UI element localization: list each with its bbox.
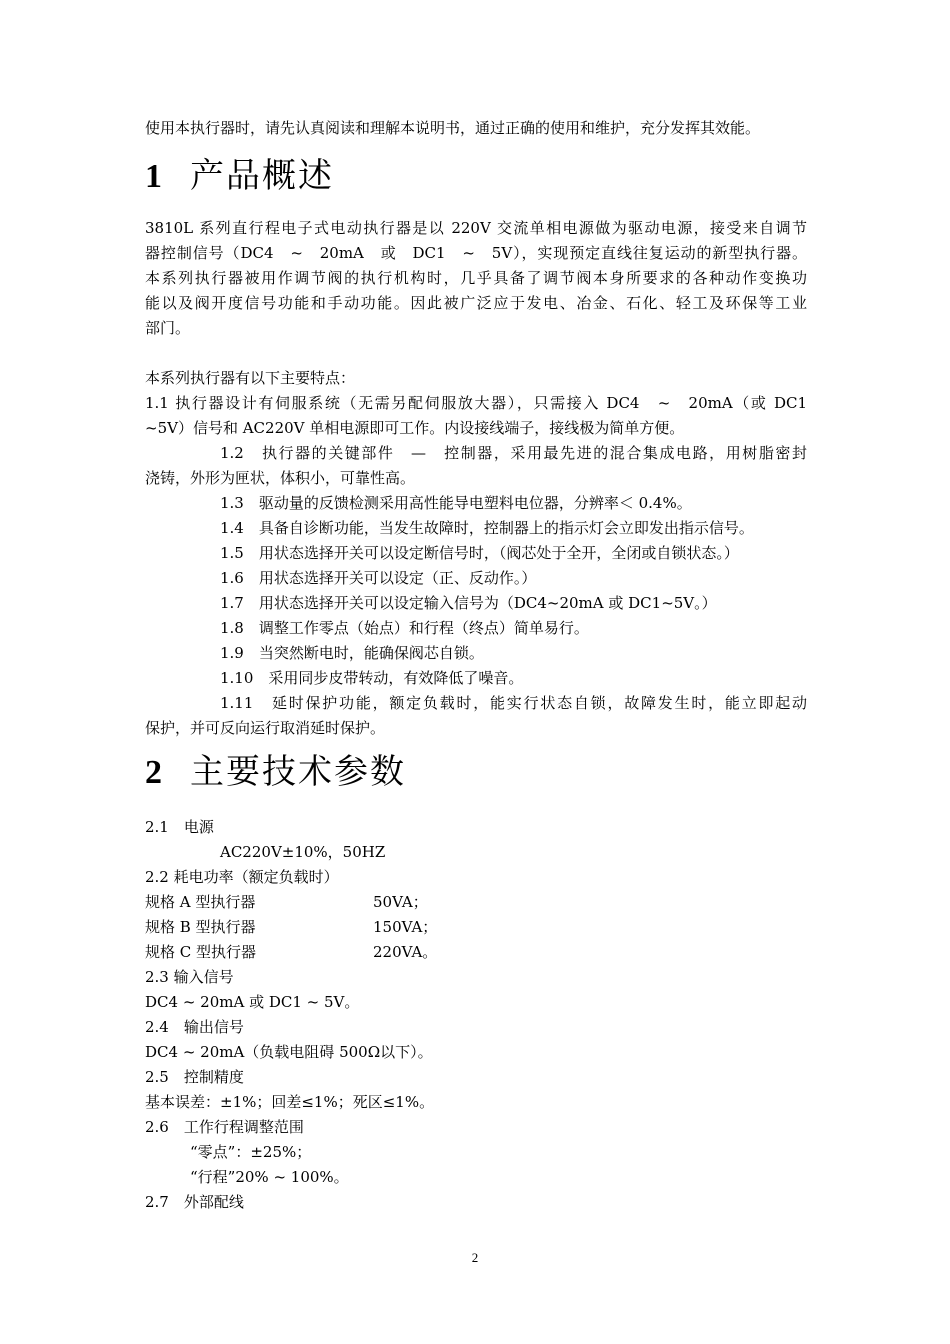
page-number: 2 [471,1250,479,1265]
spec-2-4-value: DC4 ~ 20mA（负载电阻碍 500Ω以下）。 [145,1043,433,1061]
power-spec: 规格 B 型执行器 [145,918,256,936]
section-2-number: 2 [145,754,162,791]
feature-1-1-line: 1.1 执行器设计有伺服系统（无需另配伺服放大器），只需接入 DC4 ~ 20mA（或 DC1 [145,394,807,412]
spec-2-4-heading: 2.4 输出信号 [145,1018,244,1036]
feature-1-1-line: ~5V）信号和 AC220V 单相电源即可工作。内设接线端子，接线极为简单方便。 [145,419,685,437]
feature-item: 1.3 驱动量的反馈检测采用高性能导电塑料电位器，分辨率＜ 0.4%。 [220,494,692,512]
overview-line: 器控制信号（DC4 ~ 20mA 或 DC1 ~ 5V），实现预定直线往复运动的新型执行器。 [145,244,807,262]
spec-2-5-value: 基本误差：±1%；回差≤1%；死区≤1%。 [145,1093,435,1111]
section-1-heading [145,154,334,199]
spec-2-1-heading: 2.1 电源 [145,818,214,836]
power-spec: 规格 A 型执行器 [145,893,256,911]
feature-1-2-line: 浇铸，外形为匣状，体积小，可靠性高。 [145,469,416,487]
spec-2-6-heading: 2.6 工作行程调整范围 [145,1118,304,1136]
section-2-heading [145,750,406,795]
feature-item: 1.7 用状态选择开关可以设定输入信号为（DC4~20mA 或 DC1~5V。） [220,594,717,612]
power-spec: 规格 C 型执行器 [145,943,257,961]
power-row [145,915,807,940]
spec-2-1-value: AC220V±10%，50HZ [220,843,386,861]
spec-2-5-heading: 2.5 控制精度 [145,1068,244,1086]
features-intro: 本系列执行器有以下主要特点： [145,369,356,387]
overview-line: 本系列执行器被用作调节阀的执行机构时，几乎具备了调节阀本身所要求的各种动作变换功 [145,269,807,287]
section-2-title: 主要技术参数 [190,752,406,792]
power-row [145,940,807,965]
power-row [145,890,807,915]
spec-2-3-value: DC4 ~ 20mA 或 DC1 ~ 5V。 [145,993,360,1011]
feature-item: 1.10 采用同步皮带转动，有效降低了噪音。 [220,669,524,687]
power-value: 150VA； [373,918,438,936]
section-1-title: 产品概述 [190,156,334,196]
spec-2-6-stroke: “行程”20% ~ 100%。 [190,1168,349,1186]
feature-1-11-line: 保护，并可反向运行取消延时保护。 [145,719,386,737]
feature-item: 1.8 调整工作零点（始点）和行程（终点）简单易行。 [220,619,589,637]
feature-item: 1.6 用状态选择开关可以设定（正、反动作。） [220,569,537,587]
spec-2-6-zero: “零点”：±25%； [190,1143,312,1161]
feature-1-2-line: 1.2 执行器的关键部件 — 控制器，采用最先进的混合集成电路，用树脂密封 [220,444,807,462]
spec-2-7-heading: 2.7 外部配线 [145,1193,244,1211]
spec-2-2-heading: 2.2 耗电功率（额定负载时） [145,868,339,886]
feature-item: 1.4 具备自诊断功能，当发生故障时，控制器上的指示灯会立即发出指示信号。 [220,519,754,537]
intro-text: 使用本执行器时，请先认真阅读和理解本说明书，通过正确的使用和维护，充分发挥其效能。 [145,119,761,137]
power-value: 50VA； [373,893,428,911]
overview-line: 3810L 系列直行程电子式电动执行器是以 220V 交流单相电源做为驱动电源，接受来自调节 [145,219,807,237]
overview-line: 能以及阀开度信号功能和手动功能。因此被广泛应于发电、冶金、石化、轻工及环保等工业 [145,294,807,312]
section-1-number: 1 [145,158,162,195]
feature-item: 1.9 当突然断电时，能确保阀芯自锁。 [220,644,484,662]
feature-1-11-line: 1.11 延时保护功能，额定负载时，能实行状态自锁，故障发生时，能立即起动 [220,694,807,712]
spec-2-3-heading: 2.3 输入信号 [145,968,234,986]
overview-line: 部门。 [145,319,191,337]
power-value: 220VA。 [373,943,438,961]
feature-item: 1.5 用状态选择开关可以设定断信号时，（阀芯处于全开，全闭或自锁状态。） [220,544,739,562]
